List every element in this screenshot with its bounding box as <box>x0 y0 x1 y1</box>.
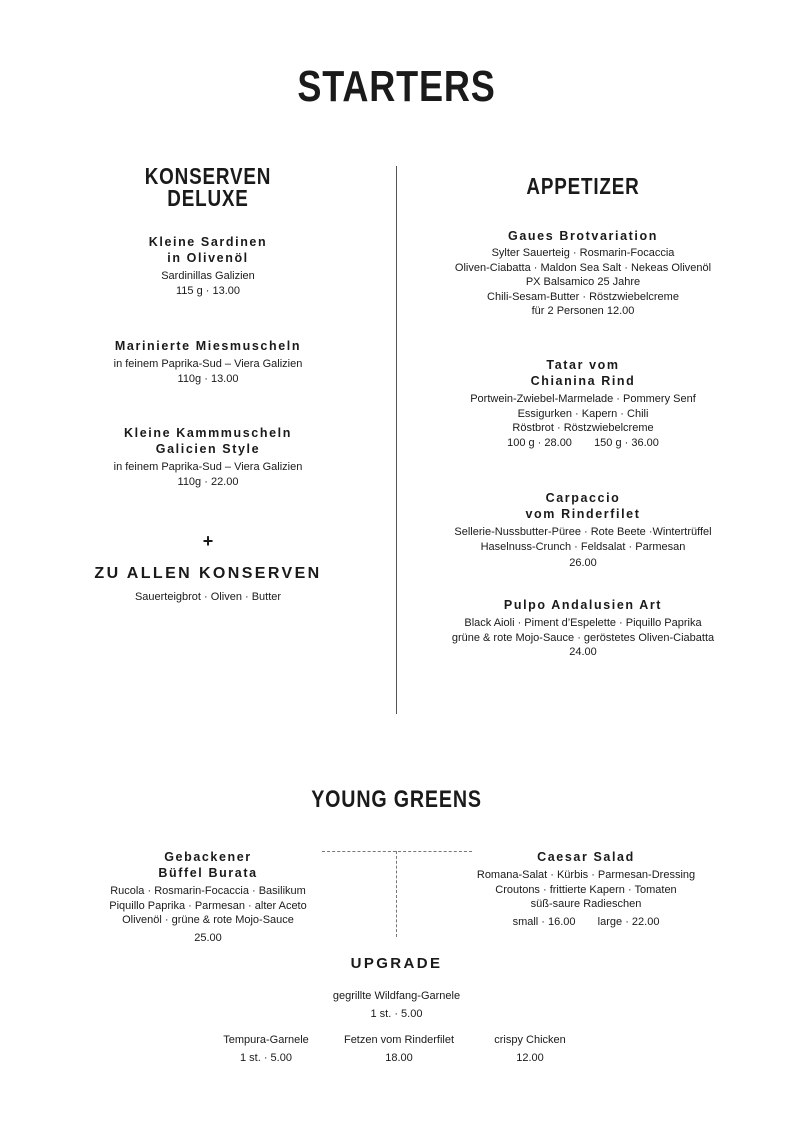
item-name: Pulpo Andalusien Art <box>503 598 663 613</box>
caesar-item <box>436 849 736 929</box>
konserven-section <box>58 165 358 604</box>
appetizer-section <box>418 175 748 660</box>
item-name-line2: vom Rinderfilet <box>525 507 641 522</box>
item-name: Gebackener <box>164 850 252 864</box>
item-line: Romana-Salat · Kürbis · Parmesan-Dressing <box>476 869 696 881</box>
upgrade-main-name: gegrillte Wildfang-Garnele <box>332 990 461 1002</box>
item-line: Röstbrot · Röstzwiebelcreme <box>512 422 654 435</box>
appetizer-title: APPETIZER <box>526 173 640 199</box>
item-price: 110g · 22.00 <box>177 475 239 488</box>
menu-item <box>418 357 748 450</box>
item-name-line2: Chianina Rind <box>530 373 636 388</box>
item-line: Chili-Sesam-Butter · Röstzwiebelcreme <box>487 290 679 303</box>
item-price-large: 150 g · 36.00 <box>594 436 659 449</box>
item-line: Oliven-Ciabatta · Maldon Sea Salt · Nekeas Olivenöl <box>454 261 712 274</box>
all-konserven-title: ZU ALLEN KONSERVEN <box>94 564 322 582</box>
item-price-large: large · 22.00 <box>597 915 660 928</box>
item-line: Olivenöl · grüne & rote Mojo-Sauce <box>122 914 294 927</box>
item-line: Sellerie-Nussbutter-Püree · Rote Beete ·Wintertrüffel <box>454 526 712 539</box>
menu-item <box>418 490 748 570</box>
item-line: Essigurken · Kapern · Chili <box>517 407 649 420</box>
item-name-line2: Büffel Burata <box>158 866 258 880</box>
item-price: 24.00 <box>569 646 597 659</box>
menu-item <box>418 597 748 660</box>
item-name: Tatar vom <box>546 357 620 372</box>
item-name: Carpaccio <box>545 491 621 506</box>
item-line: süß-saure Radieschen <box>530 898 642 911</box>
item-name: Gaues Brotvariation <box>508 229 658 243</box>
item-line: Portwein-Zwiebel-Marmelade · Pommery Senf <box>470 392 696 405</box>
burata-item <box>58 849 358 945</box>
item-line: Sylter Sauerteig · Rosmarin-Focaccia <box>491 247 675 259</box>
item-price: 110g · 13.00 <box>177 372 239 385</box>
item-line: grüne & rote Mojo-Sauce · geröstetes Oliven-Ciabatta <box>451 631 715 644</box>
item-description: Sardinillas Galizien <box>161 270 255 282</box>
item-name-line2: in Olivenöl <box>167 251 249 265</box>
item-line: Haselnuss-Crunch · Feldsalat · Parmesan <box>480 540 686 553</box>
upgrade-option-name: Tempura-Garnele <box>223 1034 309 1046</box>
item-price-row <box>436 915 736 930</box>
konserven-title-line1: KONSERVEN <box>144 163 272 189</box>
item-line: Croutons · frittierte Kapern · Tomaten <box>495 883 677 896</box>
page-title: STARTERS <box>297 62 496 111</box>
menu-item <box>58 338 358 386</box>
upgrade-option-name: Fetzen vom Rinderfilet <box>343 1034 455 1046</box>
item-name: Kleine Kammmuscheln <box>124 426 292 441</box>
upgrade-title: UPGRADE <box>350 955 443 972</box>
column-divider <box>396 166 397 714</box>
item-name: Marinierte Miesmuscheln <box>114 339 302 354</box>
item-price: 26.00 <box>569 556 597 569</box>
item-price-small: 100 g · 28.00 <box>507 436 572 449</box>
item-line: Piquillo Paprika · Parmesan · alter Aceto <box>109 899 307 912</box>
item-name: Kleine Sardinen <box>148 235 268 249</box>
item-name-line2: Galicien Style <box>155 442 261 457</box>
item-description: in feinem Paprika-Sud – Viera Galizien <box>113 358 303 371</box>
upgrade-option-price: 1 st. · 5.00 <box>240 1051 292 1064</box>
item-line: PX Balsamico 25 Jahre <box>525 276 641 289</box>
item-description: in feinem Paprika-Sud – Viera Galizien <box>113 461 303 474</box>
item-price-row <box>418 436 748 451</box>
upgrade-option-name: crispy Chicken <box>494 1034 566 1046</box>
upgrade-option-price: 12.00 <box>516 1051 544 1064</box>
plus-sign: + <box>202 530 214 551</box>
all-konserven-description: Sauerteigbrot · Oliven · Butter <box>134 590 282 603</box>
item-price-small: small · 16.00 <box>512 915 576 928</box>
item-price: für 2 Personen 12.00 <box>531 305 635 318</box>
item-line: Rucola · Rosmarin-Focaccia · Basilikum <box>110 885 306 897</box>
menu-item <box>58 234 358 298</box>
menu-item <box>418 228 748 319</box>
upgrade-option <box>470 1033 590 1065</box>
menu-item <box>58 425 358 489</box>
greens-title: YOUNG GREENS <box>311 786 482 813</box>
konserven-title-line2: DELUXE <box>167 185 249 211</box>
upgrade-option <box>320 1033 478 1065</box>
item-name: Caesar Salad <box>537 850 635 864</box>
item-price: 25.00 <box>194 931 222 944</box>
upgrade-option <box>196 1033 336 1065</box>
upgrade-main-price: 1 st. · 5.00 <box>370 1008 423 1020</box>
dashed-divider-vertical <box>396 851 397 937</box>
item-line: Black Aioli · Piment d’Espelette · Piquillo Paprika <box>464 617 702 630</box>
upgrade-option-price: 18.00 <box>385 1051 413 1064</box>
item-price: 115 g · 13.00 <box>175 284 240 297</box>
